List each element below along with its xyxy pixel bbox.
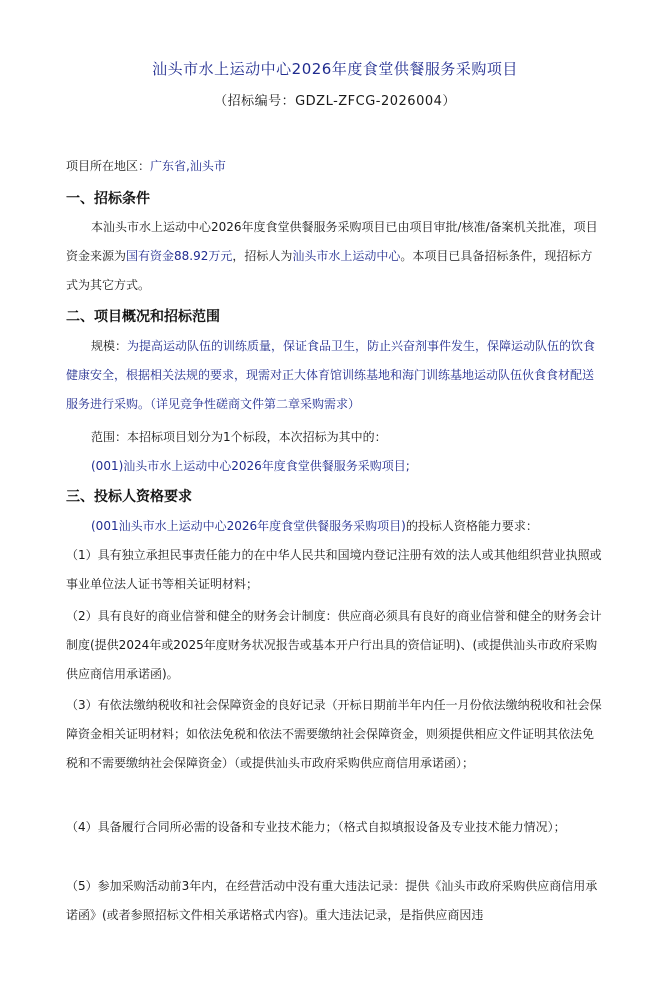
scale-label: 规模： <box>91 339 128 353</box>
qualifications-intro: (001汕头市水上运动中心2026年度食堂供餐服务采购项目)的投标人资格能力要求： <box>91 519 538 533</box>
lot-reference: (001汕头市水上运动中心2026年度食堂供餐服务采购项目) <box>91 519 406 533</box>
section-heading-bidder-qualifications: 三、投标人资格要求 <box>66 489 192 505</box>
requirement-4: （4）具备履行合同所必需的设备和专业技术能力；（格式自拟填报设备及专业技术能力情况）； <box>66 820 566 834</box>
tender-number: （招标编号：GDZL-ZFCG-2026004） <box>214 94 456 109</box>
requirement-1: （1）具有独立承担民事责任能力的在中华人民共和国境内登记注册有效的法人或其他组织营业执照或事业单位法人证书等相关证明材料； <box>66 548 602 591</box>
scale-text: 为提高运动队伍的训练质量，保证食品卫生，防止兴奋剂事件发生，保障运动队伍的饮食健康安全，根据相关法规的要求，现需对正大体育馆训练基地和海门训练基地运动队伍伙食食材配送服务进行采购。（详见竞争性磋商文件第二章采购需求） <box>66 339 596 411</box>
bidding-conditions-paragraph: 本汕头市水上运动中心2026年度食堂供餐服务采购项目已由项目审批/核准/备案机关批准，项目资金来源为国有资金88.92万元，招标人为汕头市水上运动中心。本项目已具备招标条件，现招标方式为其它方式。 <box>66 220 598 292</box>
project-region <box>66 157 226 174</box>
scope-paragraph: 范围：本招标项目划分为1个标段，本次招标为其中的： <box>91 430 387 444</box>
tenderer-name: 汕头市水上运动中心 <box>292 249 401 263</box>
document-title: 汕头市水上运动中心2026年度食堂供餐服务采购项目 <box>152 60 518 78</box>
requirement-5: （5）参加采购活动前3年内，在经营活动中没有重大违法记录：提供《汕头市政府采购供应商信用承诺函》(或者参照招标文件相关承诺格式内容)。重大违法记录，是指供应商因违 <box>66 879 598 922</box>
lot-item: (001)汕头市水上运动中心2026年度食堂供餐服务采购项目; <box>91 459 410 473</box>
requirement-3: （3）有依法缴纳税收和社会保障资金的良好记录（开标日期前半年内任一月份依法缴纳税收和社会保障资金相关证明材料；如依法免税和依法不需要缴纳社会保障资金，则须提供相应文件证明其依法免税和不需要缴纳社会保障资金）（或提供汕头市政府采购供应商信用承诺函）； <box>66 698 602 770</box>
scale-paragraph <box>66 332 604 419</box>
section-heading-overview-scope: 二、项目概况和招标范围 <box>66 309 220 325</box>
region-value: 广东省,汕头市 <box>150 159 226 173</box>
region-label: 项目所在地区： <box>66 159 151 173</box>
section-heading-bidding-conditions: 一、招标条件 <box>66 191 150 207</box>
fund-amount: 国有资金88.92万元 <box>126 249 233 263</box>
requirement-2: （2）具有良好的商业信誉和健全的财务会计制度：供应商必须具有良好的商业信誉和健全的财务会计制度(提供2024年或2025年度财务状况报告或基本开户行出具的资信证明)、(或提供汕头市政府采购供应商信用承诺函)。 <box>66 609 602 681</box>
